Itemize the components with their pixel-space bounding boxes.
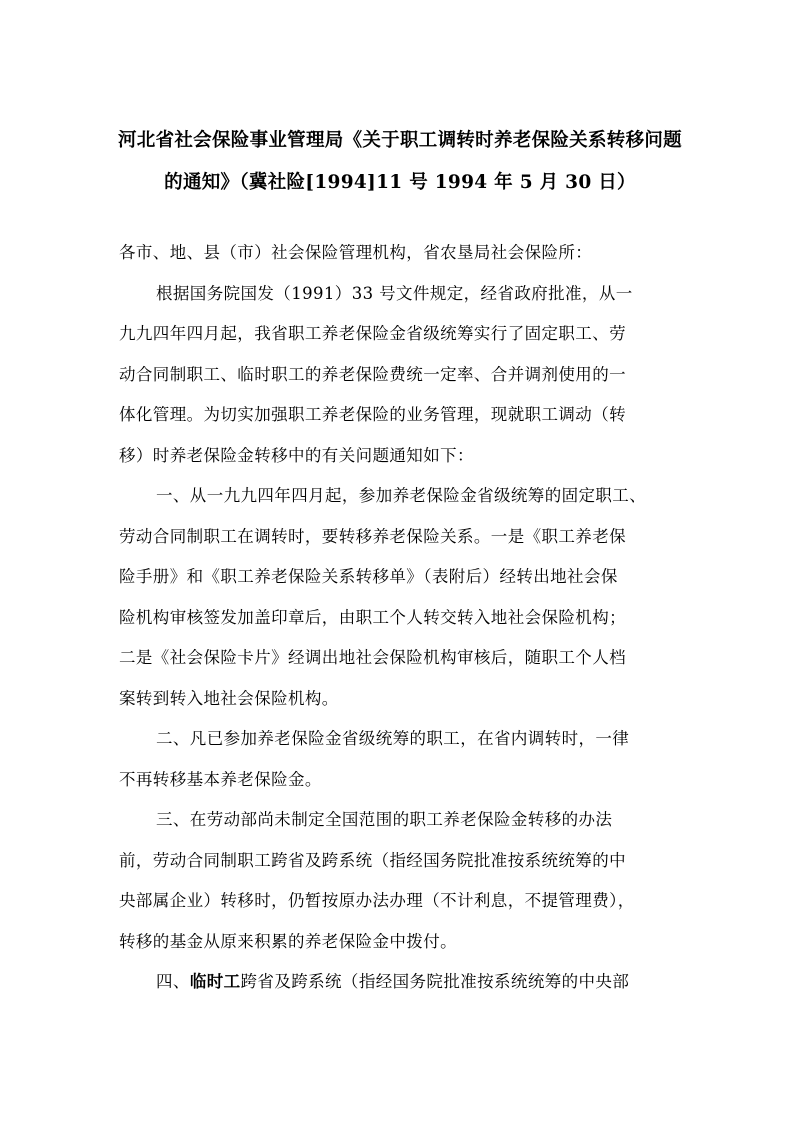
- title-line-2: 的通知》（冀社险[1994]11 号 1994 年 5 月 30 日）: [164, 172, 636, 193]
- paragraph-line: 二是《社会保险卡片》经调出地社会保险机构审核后，随职工个人档: [119, 648, 626, 667]
- paragraph-line: 险机构审核签发加盖印章后，由职工个人转交转入地社会保险机构；: [119, 607, 626, 627]
- title-line-1: 河北省社会保险事业管理局《关于职工调转时养老保险关系转移问题: [117, 130, 682, 151]
- paragraph-4: [119, 800, 679, 962]
- paragraph-line: 体化管理。为切实加强职工养老保险的业务管理，现就职工调动（转: [119, 405, 626, 424]
- paragraph-5: [119, 962, 679, 1003]
- paragraph-3: [119, 719, 679, 800]
- paragraph-line: 动合同制职工、临时职工的养老保险费统一定率、合并调剂使用的一: [119, 364, 626, 384]
- paragraph-1: [119, 274, 679, 477]
- paragraph-line: 二、凡已参加养老保险金省级统筹的职工，在省内调转时，一律: [156, 729, 630, 748]
- paragraph-prefix: 四、: [156, 972, 190, 991]
- paragraph-line: 九九四年四月起，我省职工养老保险金省级统筹实行了固定职工、劳: [119, 324, 626, 343]
- paragraph-line: 前，劳动合同制职工跨省及跨系统（指经国务院批准按系统统筹的中: [119, 850, 626, 870]
- paragraph-line: 三、在劳动部尚未制定全国范围的职工养老保险金转移的办法: [156, 810, 613, 829]
- bold-term: 临时工: [189, 972, 241, 991]
- paragraph-line: 案转到转入地社会保险机构。: [119, 688, 339, 708]
- paragraph-2: [119, 476, 679, 719]
- paragraph-line: 险手册》和《职工养老保险关系转移单》（表附后）经转出地社会保: [119, 567, 618, 586]
- paragraph-line: 一、从一九九四年四月起，参加养老保险金省级统筹的固定职工、: [156, 486, 647, 505]
- paragraph-rest: 跨省及跨系统（指经国务院批准按系统统筹的中央部: [240, 972, 630, 991]
- paragraph-line: 转移的基金从原来积累的养老保险金中拨付。: [119, 931, 457, 951]
- salutation: 各市、地、县（市）社会保险管理机构，省农垦局社会保险所：: [119, 243, 593, 262]
- paragraph-line: 央部属企业）转移时，仍暂按原办法办理（不计利息，不提管理费），: [119, 891, 635, 910]
- document-title: [100, 120, 700, 204]
- document-body: [119, 233, 679, 1003]
- paragraph-line: 劳动合同制职工在调转时，要转移养老保险关系。一是《职工养老保: [119, 526, 626, 546]
- paragraph-line: [119, 962, 679, 1003]
- paragraph-line: 移）时养老保险金转移中的有关问题通知如下：: [119, 445, 474, 465]
- paragraph-line: 不再转移基本养老保险金。: [119, 769, 322, 789]
- paragraph-line: 根据国务院国发（1991）33 号文件规定，经省政府批准，从一: [156, 283, 633, 303]
